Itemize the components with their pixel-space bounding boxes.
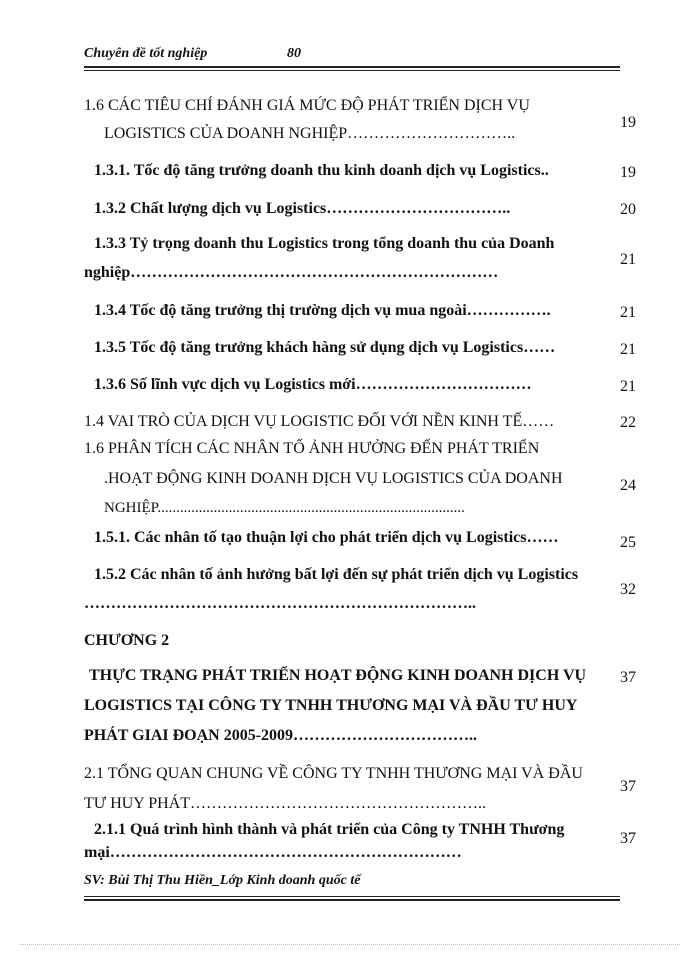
header-title: Chuyên đề tốt nghiệp	[84, 46, 208, 61]
toc-entry-text: .HOẠT ĐỘNG KINH DOANH DỊCH VỤ LOGISTICS CỦA DOANH	[104, 470, 563, 487]
toc-entry-text: LOGISTICS CỦA DOANH NGHIỆP…………………………..	[104, 125, 516, 142]
toc-entry-text: PHÁT GIAI ĐOẠN 2005-2009……………………………..	[84, 727, 478, 744]
header-rule-thin	[84, 70, 620, 71]
toc-entry-text: LOGISTICS TẠI CÔNG TY TNHH THƯƠNG MẠI VÀ ĐẦU TƯ HUY	[84, 697, 578, 714]
toc-entry-text: 1.3.5 Tốc độ tăng trưởng khách hàng sử dụng dịch vụ Logistics……	[94, 339, 556, 356]
page-footer: SV: Bùi Thị Thu Hiền_Lớp Kinh doanh quốc tế	[84, 873, 361, 888]
toc-page-number: 37	[620, 669, 636, 686]
toc-page-number: 21	[620, 251, 636, 268]
toc-entry-text: 1.6 CÁC TIÊU CHÍ ĐÁNH GIÁ MỨC ĐỘ PHÁT TRIỂN DỊCH VỤ	[84, 97, 530, 114]
header-page-number: 80	[287, 46, 301, 61]
chapter-label: CHƯƠNG 2	[84, 632, 170, 649]
toc-entry-text: 1.3.3 Tỷ trọng doanh thu Logistics trong tổng doanh thu của Doanh	[94, 235, 555, 252]
toc-page-number: 25	[620, 534, 636, 551]
toc-page-number: 20	[620, 201, 636, 218]
header-rule	[84, 66, 620, 68]
toc-page-number: 21	[620, 341, 636, 358]
toc-entry-text: TƯ HUY PHÁT………………………………………………..	[84, 795, 487, 812]
toc-page-number: 32	[620, 581, 636, 598]
toc-entry-text: 2.1.1 Quá trình hình thành và phát triển của Công ty TNHH Thương	[94, 821, 565, 838]
toc-page-number: 19	[620, 164, 636, 181]
toc-page-number: 22	[620, 414, 636, 431]
footer-rule	[84, 899, 620, 901]
toc-page-number: 21	[620, 378, 636, 395]
toc-entry-text: 1.5.1. Các nhân tố tạo thuận lợi cho phát triển dịch vụ Logistics……	[94, 529, 559, 546]
toc-entry-text: nghiệp……………………………………………………………	[84, 264, 499, 281]
toc-entry-text: ………………………………………………………………..	[84, 595, 476, 612]
footer-rule-thin	[84, 896, 620, 897]
toc-entry-text: 1.6 PHÂN TÍCH CÁC NHÂN TỐ ẢNH HƯỞNG ĐẾN PHÁT TRIỂN	[84, 440, 540, 457]
toc-entry-text: 2.1 TỔNG QUAN CHUNG VỀ CÔNG TY TNHH THƯƠNG MẠI VÀ ĐẦU	[84, 765, 583, 782]
toc-page-number: 37	[620, 778, 636, 795]
toc-entry-text: 1.3.6 Số lĩnh vực dịch vụ Logistics mới……………………………	[94, 376, 532, 393]
toc-entry-text: 1.3.4 Tốc độ tăng trưởng thị trường dịch vụ mua ngoài…………….	[94, 302, 551, 319]
toc-page-number: 19	[620, 114, 636, 131]
toc-entry-text: 1.3.1. Tốc độ tăng trưởng doanh thu kinh doanh dịch vụ Logistics..	[94, 162, 549, 179]
toc-page-number: 24	[620, 477, 636, 494]
toc-entry-text: mại…………………………………………………………	[84, 844, 462, 861]
page-header	[84, 44, 620, 66]
toc-entry-text: THỰC TRẠNG PHÁT TRIỂN HOẠT ĐỘNG KINH DOANH DỊCH VỤ	[89, 667, 587, 684]
page-edge-divider	[20, 944, 680, 945]
toc-entry-text: 1.3.2 Chất lượng dịch vụ Logistics……………………………..	[94, 200, 511, 217]
toc-page-number: 21	[620, 304, 636, 321]
toc-entry-text: NGHIỆP..................................................................................	[104, 500, 465, 516]
toc-entry-text: 1.5.2 Các nhân tố ảnh hưởng bất lợi đến sự phát triển dịch vụ Logistics	[94, 566, 579, 583]
toc-entry-text: 1.4 VAI TRÒ CỦA DỊCH VỤ LOGISTIC ĐỐI VỚI NỀN KINH TẾ……	[84, 413, 555, 430]
toc-page-number: 37	[620, 830, 636, 847]
